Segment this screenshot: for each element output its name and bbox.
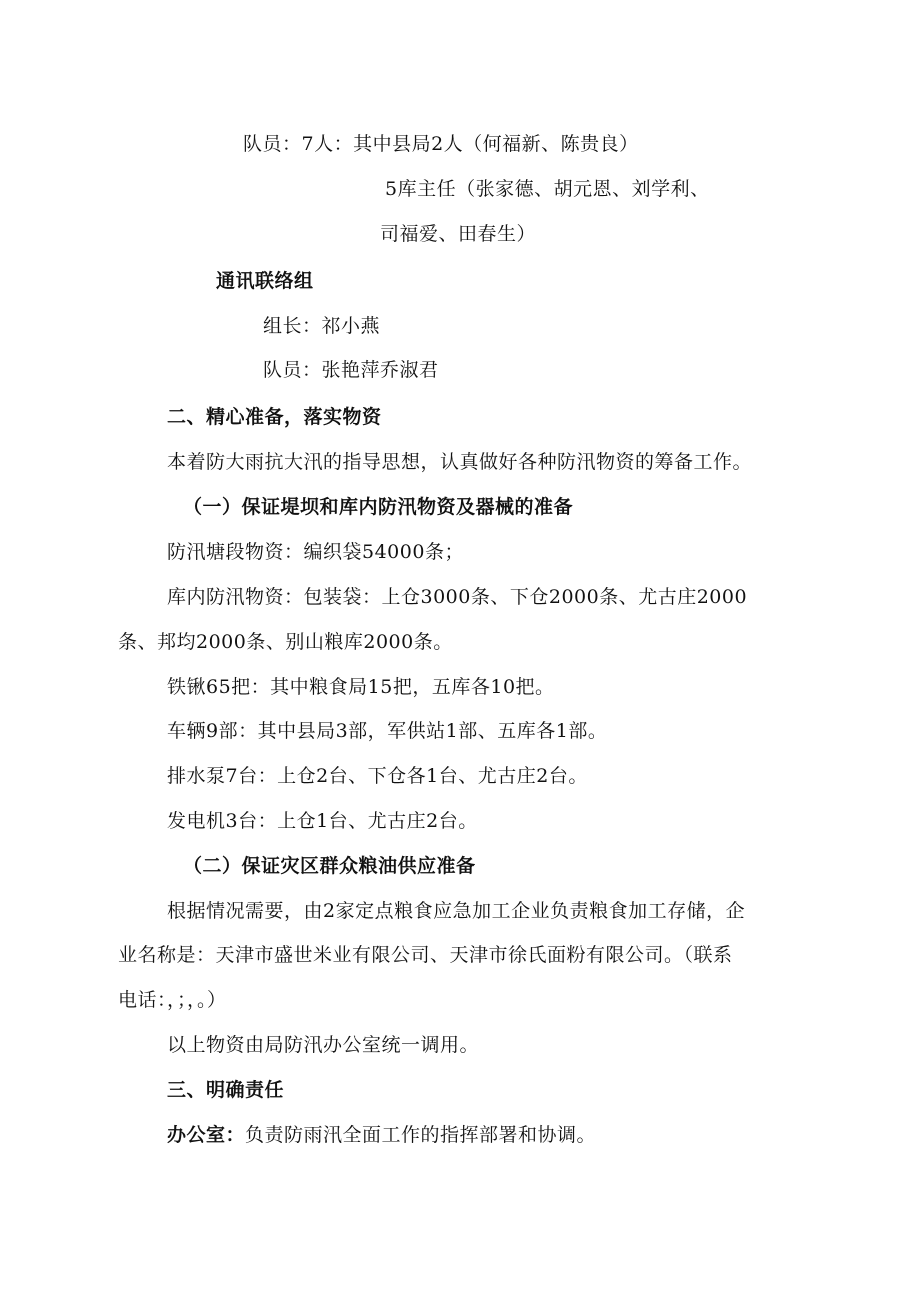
- team-members-line-1: 队员：7人：其中县局2人（何福新、陈贵良）: [243, 133, 639, 155]
- comm-group-members: 队员：张艳萍乔淑君: [263, 359, 439, 381]
- subsection-2-para-line-a: 根据情况需要，由2家定点粮食应急加工企业负责粮食加工存储，企: [167, 900, 746, 922]
- subsection-1-line-4: 车辆9部：其中县局3部，军供站1部、五库各1部。: [167, 720, 608, 742]
- section-2-heading: 二、精心准备，落实物资: [167, 406, 382, 428]
- subsection-2-heading: （二）保证灾区群众粮油供应准备: [183, 855, 476, 877]
- team-members-line-3: 司福爱、田春生）: [380, 223, 537, 245]
- subsection-2-para-line-b: 业名称是：天津市盛世米业有限公司、天津市徐氏面粉有限公司。（联系: [118, 944, 733, 966]
- subsection-2-para-line-c: 电话：，；，。）: [118, 989, 227, 1011]
- subsection-1-line-3: 铁锹65把：其中粮食局15把，五库各10把。: [167, 676, 555, 698]
- subsection-1-heading: （一）保证堤坝和库内防汛物资及器械的准备: [183, 496, 574, 518]
- office-label: 办公室：: [167, 1124, 246, 1146]
- team-members-line-2: 5库主任（张家德、胡元恩、刘学利、: [385, 178, 710, 200]
- subsection-1-line-2b: 条、邦均2000条、别山粮库2000条。: [118, 631, 453, 653]
- office-text: 负责防雨汛全面工作的指挥部署和协调。: [245, 1124, 597, 1146]
- comm-group-title: 通讯联络组: [216, 270, 314, 292]
- subsection-1-line-1: 防汛塘段物资：编织袋54000条；: [167, 541, 464, 563]
- subsection-1-line-6: 发电机3台：上仓1台、尤古庄2台。: [167, 810, 478, 832]
- comm-group-leader: 组长：祁小燕: [263, 315, 381, 337]
- subsection-1-line-5: 排水泵7台：上仓2台、下仓各1台、尤古庄2台。: [167, 765, 588, 787]
- section-2-intro: 本着防大雨抗大汛的指导思想，认真做好各种防汛物资的筹备工作。: [167, 451, 753, 473]
- dispatch-note: 以上物资由局防汛办公室统一调用。: [167, 1034, 480, 1056]
- office-duty: [167, 1122, 596, 1148]
- subsection-1-line-2a: 库内防汛物资：包装袋：上仓3000条、下仓2000条、尤古庄2000: [167, 586, 748, 608]
- section-3-heading: 三、明确责任: [167, 1079, 285, 1101]
